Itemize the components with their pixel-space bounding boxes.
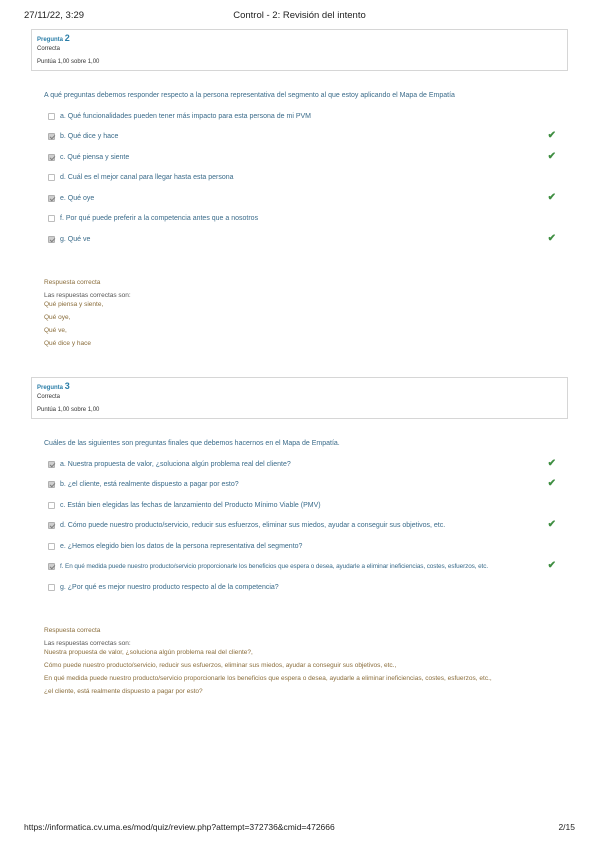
answer-option[interactable]: [48, 480, 556, 490]
answer-option[interactable]: [48, 112, 556, 122]
option-label: b. ¿el cliente, está realmente dispuesto a pagar por esto?: [60, 481, 239, 488]
print-footer: [24, 822, 575, 836]
question-grade: Puntúa 1,00 sobre 1,00: [37, 407, 100, 413]
answer-option[interactable]: [48, 521, 556, 531]
checkbox-icon[interactable]: [48, 543, 55, 550]
question-text: A qué preguntas debemos responder respecto a la persona representativa del segmento al que estoy aplicando el Mapa de Empatía: [44, 92, 455, 99]
checkbox-icon[interactable]: [48, 113, 55, 120]
option-label: d. Cuál es el mejor canal para llegar hasta esta persona: [60, 174, 234, 181]
checkbox-icon[interactable]: [48, 563, 55, 570]
question-status: Correcta: [37, 394, 61, 400]
option-label: a. Qué funcionalidades pueden tener más impacto para esta persona de mi PVM: [60, 113, 311, 120]
checkbox-icon[interactable]: [48, 522, 55, 529]
answer-option[interactable]: [48, 132, 556, 142]
checkbox-icon[interactable]: [48, 584, 55, 591]
correct-answer: Qué oye,: [44, 314, 71, 321]
checkbox-icon[interactable]: [48, 195, 55, 202]
correct-answer: En qué medida puede nuestro producto/servicio proporcionarle los beneficios que espera o desea, ayudarle a eliminar ineficiencias, costes, esfuerzos, etc.,: [44, 675, 492, 682]
answer-option[interactable]: [48, 583, 556, 593]
checkbox-icon[interactable]: [48, 481, 55, 488]
answer-option[interactable]: [48, 173, 556, 183]
print-title: Control - 2: Revisión del intento: [233, 10, 366, 21]
answer-option[interactable]: [48, 194, 556, 204]
answer-option[interactable]: [48, 562, 556, 572]
checkbox-icon[interactable]: [48, 174, 55, 181]
feedback-block: [44, 279, 131, 348]
feedback-block: [44, 627, 492, 696]
option-label: c. Están bien elegidas las fechas de lanzamiento del Producto Mínimo Viable (PMV): [60, 502, 321, 509]
check-icon: ✔: [547, 458, 556, 469]
correct-answer: Qué dice y hace: [44, 340, 91, 347]
check-icon: ✔: [547, 151, 556, 162]
answer-option[interactable]: [48, 460, 556, 470]
option-label: f. En qué medida puede nuestro producto/servicio proporcionarle los beneficios que espera o desea, ayudarle a eliminar ineficiencias, costes, esfuerzos, etc.: [60, 563, 488, 570]
correct-answer: Qué piensa y siente,: [44, 301, 104, 308]
checkbox-icon[interactable]: [48, 215, 55, 222]
option-label: c. Qué piensa y siente: [60, 154, 130, 161]
answer-option[interactable]: [48, 214, 556, 224]
question-number: Pregunta 3: [37, 381, 70, 391]
checkbox-icon[interactable]: [48, 461, 55, 468]
question-info-box: [31, 29, 568, 71]
answer-option[interactable]: [48, 153, 556, 163]
question-info-box: [31, 377, 568, 419]
option-label: e. ¿Hemos elegido bien los datos de la persona representativa del segmento?: [60, 543, 303, 550]
question-text: Cuáles de las siguientes son preguntas finales que debemos hacernos en el Mapa de Empatía.: [44, 440, 340, 447]
option-label: b. Qué dice y hace: [60, 133, 119, 140]
option-label: f. Por qué puede preferir a la competencia antes que a nosotros: [60, 215, 259, 222]
checkbox-icon[interactable]: [48, 236, 55, 243]
option-label: g. ¿Por qué es mejor nuestro producto respecto al de la competencia?: [60, 584, 279, 591]
option-label: d. Cómo puede nuestro producto/servicio, reducir sus esfuerzos, eliminar sus miedos, ayudar a conseguir sus objetivos, etc.: [60, 522, 446, 529]
checkbox-icon[interactable]: [48, 502, 55, 509]
check-icon: ✔: [547, 233, 556, 244]
option-label: g. Qué ve: [60, 236, 91, 243]
answer-option[interactable]: [48, 542, 556, 552]
correct-answer: Nuestra propuesta de valor, ¿soluciona algún problema real del cliente?,: [44, 649, 253, 656]
correct-answer: Qué ve,: [44, 327, 67, 334]
feedback-lead: Las respuestas correctas son:: [44, 292, 131, 299]
page-number: 2/15: [558, 822, 575, 832]
question-grade: Puntúa 1,00 sobre 1,00: [37, 59, 100, 65]
check-icon: ✔: [547, 192, 556, 203]
correct-answer: ¿el cliente, está realmente dispuesto a pagar por esto?: [44, 688, 203, 695]
question-number: Pregunta 2: [37, 33, 70, 43]
checkbox-icon[interactable]: [48, 154, 55, 161]
feedback-result: Respuesta correcta: [44, 627, 101, 634]
option-label: e. Qué oye: [60, 195, 95, 202]
answer-option[interactable]: [48, 235, 556, 245]
check-icon: ✔: [547, 130, 556, 141]
check-icon: ✔: [547, 560, 556, 571]
correct-answer: Cómo puede nuestro producto/servicio, reducir sus esfuerzos, eliminar sus miedos, ayudar a conseguir sus objetivos, etc.,: [44, 662, 397, 669]
page-url: https://informatica.cv.uma.es/mod/quiz/review.php?attempt=372736&cmid=472666: [24, 822, 335, 832]
check-icon: ✔: [547, 519, 556, 530]
feedback-lead: Las respuestas correctas son:: [44, 640, 131, 647]
checkbox-icon[interactable]: [48, 133, 55, 140]
option-label: a. Nuestra propuesta de valor, ¿soluciona algún problema real del cliente?: [60, 461, 291, 468]
check-icon: ✔: [547, 478, 556, 489]
feedback-result: Respuesta correcta: [44, 279, 101, 286]
print-header: [24, 10, 575, 24]
question-status: Correcta: [37, 46, 61, 52]
answer-option[interactable]: [48, 501, 556, 511]
print-datetime: 27/11/22, 3:29: [24, 10, 85, 21]
